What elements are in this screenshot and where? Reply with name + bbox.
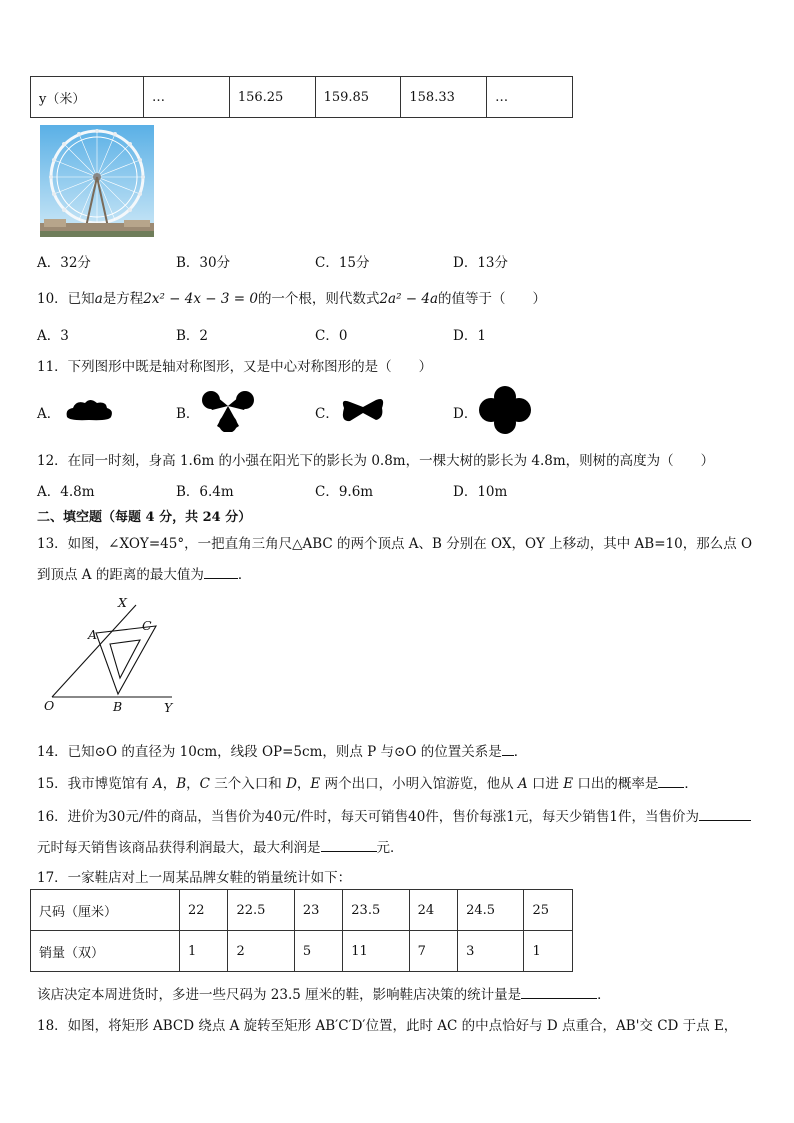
q15-text: 三个入口和 [210,776,287,792]
table-cell: 1 [524,931,573,972]
ferris-wheel-photo [40,125,154,237]
q14-text: 14．已知⊙O 的直径为 10cm，线段 OP=5cm，则点 P 与⊙O 的位置关系是 [37,744,502,760]
table-cell: 23 [294,890,342,931]
q10-option-a: A．3 [37,328,69,344]
table-cell: 23.5 [343,890,409,931]
q16-end: 元． [376,840,404,856]
q13-line1: 13．如图，∠XOY=45°，一把直角三角尺△ABC 的两个顶点 A、B 分别在 OX，OY 上移动，其中 AB=10，那么点 O [37,536,753,552]
label-c: C [142,618,152,633]
table-cell: 7 [409,931,457,972]
table-row [31,77,573,118]
table-cell: y（米） [31,77,144,118]
q10-mid1: 是方程 [102,291,144,307]
q9-option-c: C．15分 [315,255,370,271]
table-cell: 5 [294,931,342,972]
q18-question: 18．如图，将矩形 ABCD 绕点 A 旋转至矩形 AB′C′D′位置，此时 AC 的中点恰好与 D 点重合，AB'交 CD 于点 E， [37,1018,738,1034]
q13-line2-end: ． [237,567,252,583]
q15-b: B [176,776,187,792]
q12-question: 12．在同一时刻，身高 1.6m 的小强在阳光下的影长为 0.8m，一棵大树的影长为 4.8m，则树的高度为（ ） [37,453,715,469]
cloud-shape-figure [64,397,114,423]
q11-question: 11．下列图形中既是轴对称图形，又是中心对称图形的是（ ） [37,359,433,375]
q15-text: 口出的概率是 [573,776,659,792]
q16-text: 16．进价为30元/件的商品，当售价为40元/件时，每天可销售40件，售价每涨1元，每天少销售1件，当售价为 [37,809,699,825]
q15-text: 15．我市博览馆有 [37,776,153,792]
q10-option-c: C．0 [315,328,348,344]
table-cell: 25 [524,890,573,931]
answer-blank [204,566,238,579]
q17-end: ． [597,987,611,1003]
q12-option-d: D．10m [453,484,508,500]
label-b: B [113,699,123,714]
q14-question [37,740,527,760]
q15-e: E [310,776,321,792]
q15-text: 两个出口，小明入馆游览，他从 [320,776,518,792]
shoe-sales-table [30,889,573,972]
q15-d: D [286,776,297,792]
q12-option-c: C．9.6m [315,484,374,500]
three-leaf-shape-figure [200,382,256,432]
q10-expression: 2a² − 4a [379,291,439,307]
table-cell: 156.25 [229,77,315,118]
table-cell: … [144,77,230,118]
q13-line2 [37,563,251,583]
q10-option-d: D．1 [453,328,486,344]
table-row [31,890,573,931]
table-cell: 24 [409,890,457,931]
label-o: O [44,698,55,713]
bow-shape-figure [340,394,386,426]
q15-comma: ， [186,776,200,792]
q11-label-a: A． [37,406,61,422]
table-cell: 159.85 [315,77,401,118]
label-y: Y [164,700,173,715]
q17-intro: 17．一家鞋店对上一周某品牌女鞋的销量统计如下： [37,870,352,886]
q17-question [37,983,611,1003]
q12-option-b: B．6.4m [176,484,234,500]
table-cell: 销量（双） [31,931,180,972]
q17-text: 该店决定本周进货时，多进一些尺码为 23.5 厘米的鞋，影响鞋店决策的统计量是 [37,987,522,1003]
q10-option-b: B．2 [176,328,209,344]
table-cell: 尺码（厘米） [31,890,180,931]
q16-line2 [37,836,404,856]
answer-blank [658,775,684,788]
table-cell: 24.5 [458,890,524,931]
q14-end: ． [513,744,528,760]
top-data-table [30,76,573,118]
q15-end: ． [684,776,698,792]
q9-option-b: B．30分 [176,255,231,271]
q10-prefix: 10．已知 [37,291,95,307]
answer-blank [699,808,751,821]
table-cell: 22.5 [228,890,294,931]
table-cell: 158.33 [401,77,487,118]
q13-line2-text: 到顶点 A 的距离的最大值为 [37,567,204,583]
answer-blank [521,986,597,999]
q15-comma: ， [296,776,311,792]
table-cell: 11 [343,931,409,972]
q16-line1 [37,805,751,825]
q11-label-c: C． [315,406,339,422]
q10-equation: 2x² − 4x − 3 = 0 [143,291,258,307]
q10-suffix: 的值等于（ ） [438,291,547,307]
q15-comma: ， [162,776,177,792]
angle-triangle-figure [40,594,180,716]
q12-option-a: A．4.8m [37,484,95,500]
q15-text: 口进 [527,776,564,792]
q10-var-a: a [94,291,103,307]
q15-e: E [563,776,574,792]
q11-label-b: B． [176,406,200,422]
q15-a: A [517,776,528,792]
q15-a: A [152,776,163,792]
label-a: A [88,627,98,642]
table-cell: 1 [180,931,228,972]
q10-question [37,287,546,307]
q10-mid2: 的一个根，则代数式 [257,291,380,307]
section-heading: 二、填空题（每题 4 分，共 24 分） [37,510,252,525]
table-row [31,931,573,972]
q15-c: C [199,776,210,792]
q11-label-d: D． [453,406,478,422]
label-x: X [118,595,127,610]
answer-blank [321,839,377,852]
q15-question [37,772,698,792]
answer-blank [502,743,514,756]
table-cell: 3 [458,931,524,972]
q9-option-d: D．13分 [453,255,509,271]
q9-option-a: A．32分 [37,255,91,271]
table-cell: … [487,77,573,118]
table-cell: 2 [228,931,294,972]
four-leaf-shape-figure [478,386,532,434]
q16-text: 元时每天销售该商品获得利润最大，最大利润是 [37,840,321,856]
table-cell: 22 [180,890,228,931]
